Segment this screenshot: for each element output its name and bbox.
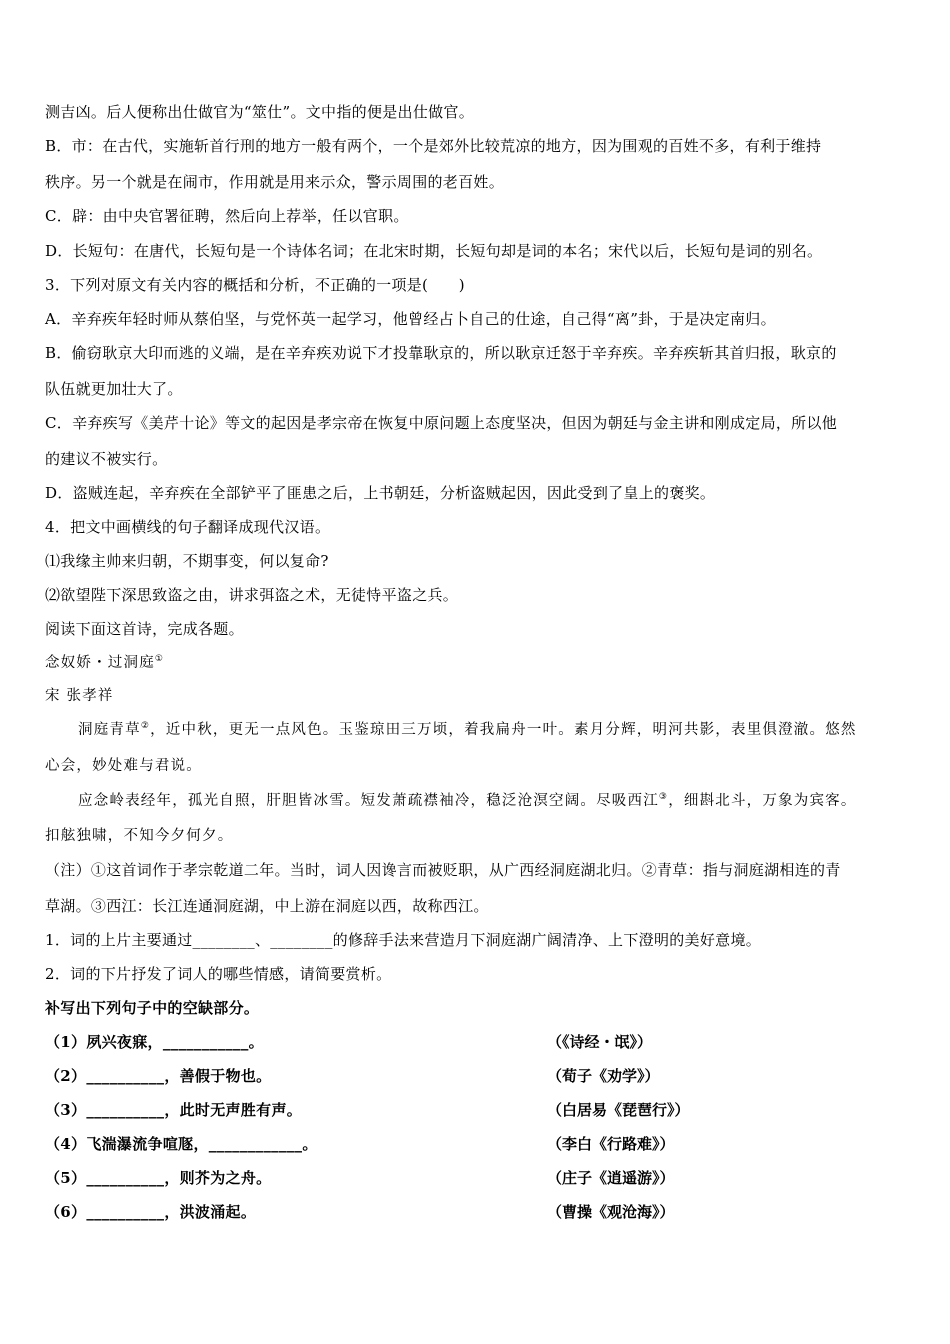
text-line: 秩序。另一个就是在闹市，作用就是用来示众，警示周围的老百姓。	[45, 173, 505, 191]
fill-item-3: （3）__________，此时无声胜有声。	[45, 1101, 303, 1119]
poem-stanza-1: 洞庭青草②，近中秋，更无一点风色。玉鉴琼田三万顷，着我扁舟一叶。素月分辉，明河共影，表里俱澄澈。悠然	[78, 721, 857, 738]
fill-item-2: （2）__________，善假于物也。	[45, 1067, 272, 1085]
question-4: 4．把文中画横线的句子翻译成现代汉语。	[45, 518, 331, 536]
translate-item-1: ⑴我缘主帅来归朝，不期事变，何以复命?	[45, 552, 329, 570]
poem-stanza-1-cont: 心会，妙处难与君说。	[45, 758, 202, 774]
option-c-line: C．辟：由中央官署征聘，然后向上荐举，任以官职。	[45, 207, 409, 225]
poem-author: 宋 张孝祥	[45, 688, 114, 704]
poem-stanza-2-cont: 扣舷独啸，不知今夕何夕。	[45, 828, 234, 844]
fill-item-5: （5）__________，则芥为之舟。	[45, 1169, 272, 1187]
text-line: 测吉凶。后人便称出仕做官为“筮仕”。文中指的便是出仕做官。	[45, 103, 475, 121]
text-line: 的建议不被实行。	[45, 450, 168, 468]
poem-question-1: 1．词的上片主要通过________、________的修辞手法来营造月下洞庭湖广阔清净、上下澄明的美好意境。	[45, 931, 762, 949]
fill-source-2: （荀子《劝学》）	[547, 1067, 660, 1085]
fill-source-1: （《诗经・氓》）	[547, 1033, 653, 1051]
option-d-line: D．长短句：在唐代，长短句是一个诗体名词；在北宋时期，长短句却是词的本名；宋代以后，长短句是词的别名。	[45, 242, 823, 260]
fill-item-1: （1）夙兴夜寐，___________。	[45, 1033, 264, 1051]
fill-source-6: （曹操《观沧海》）	[547, 1203, 675, 1221]
poem-title: 念奴娇・过洞庭①	[45, 654, 165, 671]
poem-notes-cont: 草湖。③西江：长江连通洞庭湖，中上游在洞庭以西，故称西江。	[45, 897, 489, 915]
fill-source-4: （李白《行路难》）	[547, 1135, 675, 1153]
option-b-line: B．市：在古代，实施斩首行刑的地方一般有两个，一个是郊外比较荒凉的地方，因为围观的百姓不多，有利于维持	[45, 137, 822, 155]
option-b-line: B．偷窃耿京大印而逃的义端，是在辛弃疾劝说下才投靠耿京的，所以耿京迁怒于辛弃疾。辛弃疾斩其首归报，耿京的	[45, 344, 837, 362]
fill-item-6: （6）__________，洪波涌起。	[45, 1203, 257, 1221]
option-d-line: D．盗贼连起，辛弃疾在全部铲平了匪患之后，上书朝廷，分析盗贼起因，因此受到了皇上的褒奖。	[45, 484, 716, 502]
option-c-line: C．辛弃疾写《美芹十论》等文的起因是孝宗帝在恢复中原问题上态度坚决，但因为朝廷与金主讲和刚成定局，所以他	[45, 414, 838, 432]
fill-source-3: （白居易《琵琶行》）	[547, 1101, 690, 1119]
poem-question-2: 2．词的下片抒发了词人的哪些情感，请简要赏析。	[45, 965, 392, 983]
text-line: 队伍就更加壮大了。	[45, 380, 183, 398]
poem-notes: （注）①这首词作于孝宗乾道二年。当时，词人因谗言而被贬职，从广西经洞庭湖北归。②青草：指与洞庭湖相连的青	[45, 861, 841, 879]
question-3: 3．下列对原文有关内容的概括和分析，不正确的一项是( )	[45, 276, 465, 294]
option-a-line: A．辛弃疾年轻时师从蔡伯坚，与党怀英一起学习，他曾经占卜自己的仕途，自己得“离”卦，于是决定南归。	[45, 310, 776, 328]
reading-instruction: 阅读下面这首诗，完成各题。	[45, 620, 244, 638]
fill-source-5: （庄子《逍遥游》）	[547, 1169, 675, 1187]
fill-item-4: （4）飞湍瀑流争喧豗，____________。	[45, 1135, 318, 1153]
fill-heading: 补写出下列句子中的空缺部分。	[45, 999, 260, 1017]
translate-item-2: ⑵欲望陛下深思致盗之由，讲求弭盗之术，无徒恃平盗之兵。	[45, 586, 459, 604]
poem-stanza-2: 应念岭表经年，孤光自照，肝胆皆冰雪。短发萧疏襟袖冷，稳泛沧溟空阔。尽吸西江③，细斟北斗，万象为宾客。	[78, 792, 857, 809]
